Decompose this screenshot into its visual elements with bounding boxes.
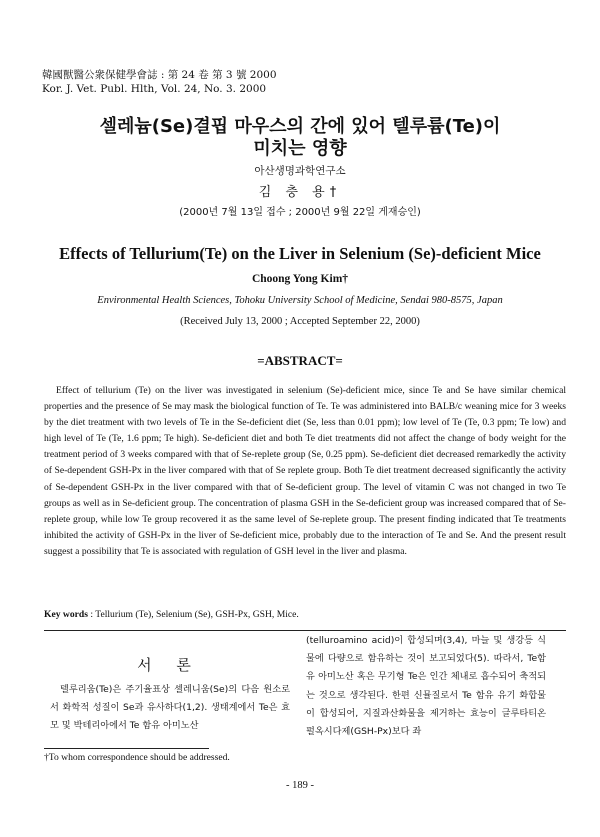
keywords-label: Key words [44, 609, 88, 620]
abstract-heading: =ABSTRACT= [257, 353, 343, 368]
author-english: Choong Yong Kim† [251, 273, 349, 285]
journal-line-english: Kor. J. Vet. Publ. Hlth, Vol. 24, No. 3. 2000 [42, 83, 267, 95]
footnote-divider [44, 748, 209, 749]
title-korean [0, 116, 600, 160]
title-korean-line1: 셀레늄(Se)결핍 마우스의 간에 있어 텔루륨(Te)이 [99, 116, 501, 137]
keywords-divider [44, 630, 566, 631]
body-column-right: (telluroamino acid)이 합성되며(3,4), 마늘 및 생강등 식물에 다량으로 함유하는 것이 보고되었다(5). 따라서, Te함유 아미노산 혹은 무기형 Te은 인간 체내로 흡수되어 축적되는 것으로 생각된다. 한편 신뮬질로서 Te 함유 유기 화합물이 합성되어, 지질과산화물을 제거하는 효능이 글루타티온 펄옥시다제(GSH-Px)보다 좌 [306, 635, 546, 738]
keywords [44, 609, 566, 620]
institute-korean: 아산생명과학연구소 [254, 165, 346, 177]
journal-line-korean: 韓國獸醫公衆保健學會誌 : 第 24 卷 第 3 號 2000 [42, 69, 277, 81]
abstract-body: Effect of tellurium (Te) on the liver was investigated in selenium (Se)-deficient mice, since Te and Se have similar chemical properties and the presence of Se may mask the biological function of Te. Te was administered into BALB/c weaning mice for 3 weeks by the diet treatment with two levels of Te in the Se-deficient diet (Se, less than 0.01 ppm); low level of Te (Te, 0.3 ppm; Te low) and high level of Te (Te, 1.6 ppm; Te high). Se-deficient diet and both Te diet treatments did not affect the change of body weight for the treatment period of 3 weeks compared with that of Se-replete group (Se, 0.25 ppm). Se-deficient diet decreased remarkedly the activity of Se-dependent GSH-Px in the liver compared with that of Se replete group. Both Te diet treatment decreased significantly the activity of Se-dependent GSH-Px in the liver compared with that of Se-deficient group. The level of vitamin C was not changed in two Te groups as well as in Se-deficient group. The concentration of plasma GSH in the Se-deficient group was increased compared that of Se-replete group, while low Te group recovered it as the same level of Se-replete group. The present finding indicated that Te treatments inhibited the activity of GSH-Px in the liver of Se-deficient mice, probably due to the interaction of Te and Se. And the present result suggest a possibility that Te is associated with regulation of GSH level in the liver and plasma. [44, 385, 566, 557]
title-korean-line2: 미치는 영향 [253, 138, 347, 159]
body-column-left: 텔루리움(Te)은 주기율표상 셀레니움(Se)의 다음 원소로서 화학적 성질이 Se과 유사하다(1,2). 생태계에서 Te은 효모 및 박테리아에서 Te 함유 아미노산 [50, 684, 290, 732]
dates-english: (Received July 13, 2000 ; Accepted September 22, 2000) [180, 316, 420, 327]
page-number: - 189 - [286, 780, 314, 791]
section-heading-introduction: 서 론 [137, 656, 201, 674]
author-korean: 김 충 용† [258, 185, 342, 200]
keywords-text: : Tellurium (Te), Selenium (Se), GSH-Px, GSH, Mice. [90, 609, 299, 620]
journal-header [42, 68, 277, 96]
footnote: †To whom correspondence should be addressed. [44, 752, 230, 763]
affiliation-english: Environmental Health Sciences, Tohoku University School of Medicine, Sendai 980-8575, Japan [97, 295, 503, 306]
title-english: Effects of Tellurium(Te) on the Liver in Selenium (Se)-deficient Mice [59, 244, 541, 263]
dates-korean: (2000년 7월 13일 접수 ; 2000년 9월 22일 게재승인) [179, 207, 421, 218]
